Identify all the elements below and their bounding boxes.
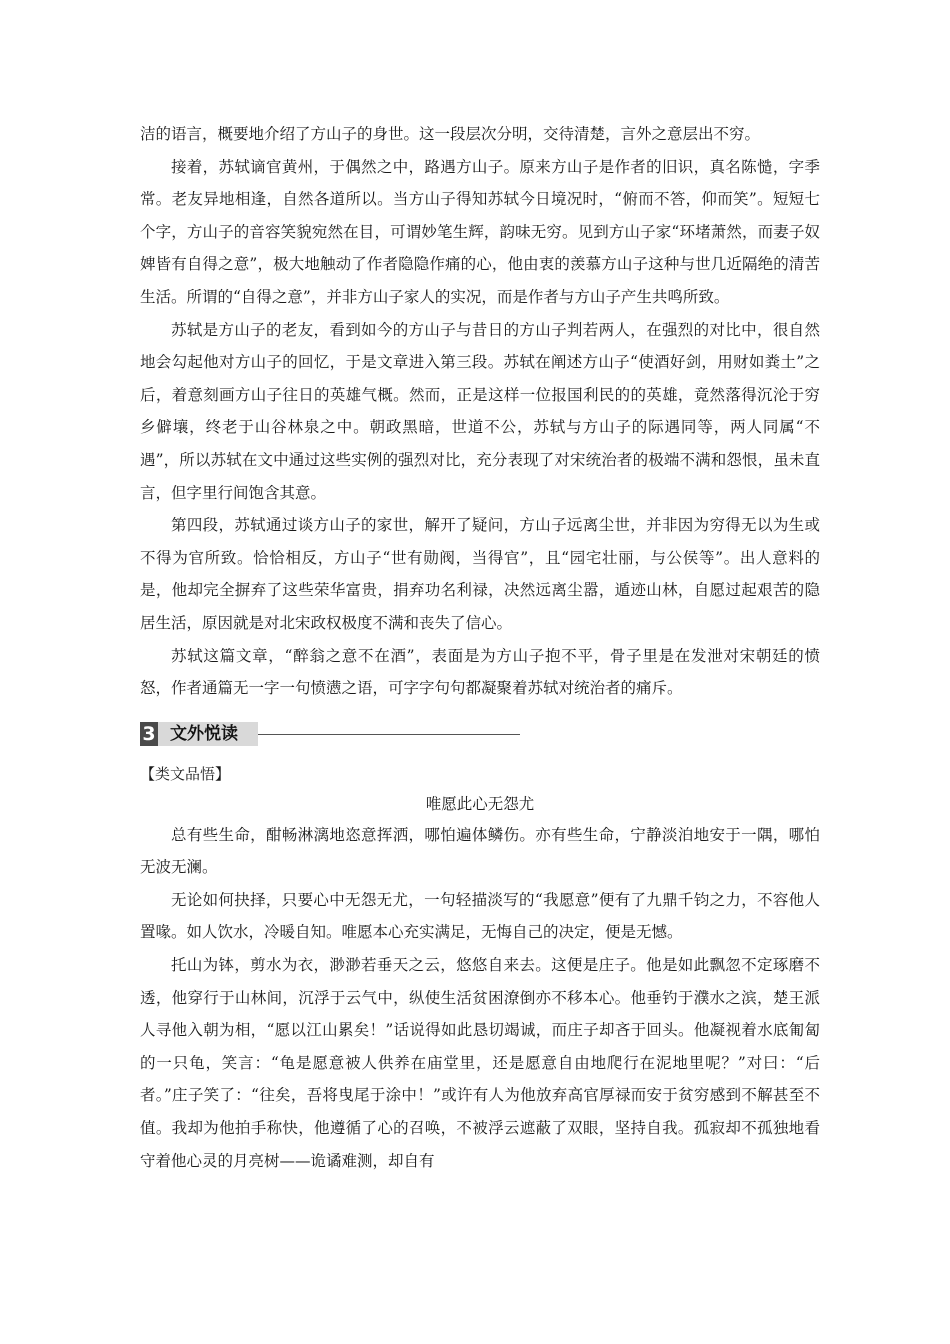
article-body [140,819,820,1178]
reading-label: 【类文品悟】 [140,764,231,783]
paragraph: 接着，苏轼谪官黄州，于偶然之中，路遇方山子。原来方山子是作者的旧识，真名陈慥，字季常。老友异地相逢，自然各道所以。当方山子得知苏轼今日境况时，“俯而不答，仰而笑”。短短七个字，方山子的音容笑貌宛然在目，可谓妙笔生辉，韵味无穷。见到方山子家“环堵萧然，而妻子奴婢皆有自得之意”，极大地触动了作者隐隐作痛的心，他由衷的羡慕方山子这种与世几近隔绝的清苦生活。所谓的“自得之意”，并非方山子家人的实况，而是作者与方山子产生共鸣所致。 [140,157,820,306]
paragraph: 托山为钵，剪水为衣，渺渺若垂天之云，悠悠自来去。这便是庄子。他是如此飘忽不定琢磨不透，他穿行于山林间，沉浮于云气中，纵使生活贫困潦倒亦不移本心。他垂钓于濮水之滨，楚王派人寻他入朝为相，“愿以江山累矣！”话说得如此恳切竭诚，而庄子却吝于回头。他凝视着水底匍匐的一只龟，笑言：“龟是愿意被人供养在庙堂里，还是愿意自由地爬行在泥地里呢？”对曰：“后者。”庄子笑了：“往矣，吾将曳尾于涂中！”或许有人为他放弃高官厚禄而安于贫穷感到不解甚至不值。我却为他拍手称快，他遵循了心的召唤，不被浮云遮蔽了双眼，坚持自我。孤寂却不孤独地看守着他心灵的月亮树——诡谲难测，却自有 [140,956,820,1170]
section-rule [258,734,520,735]
document-page [140,118,820,1177]
essay-commentary [140,118,820,705]
paragraph: 苏轼这篇文章，“醉翁之意不在酒”，表面是为方山子抱不平，骨子里是在发泄对宋朝廷的愤怒，作者通篇无一字一句愤懑之语，可字字句句都凝聚着苏轼对统治者的痛斥。 [140,646,820,698]
paragraph: 总有些生命，酣畅淋漓地恣意挥洒，哪怕遍体鳞伤。亦有些生命，宁静淡泊地安于一隅，哪怕无波无澜。 [140,825,820,877]
paragraph: 第四段，苏轼通过谈方山子的家世，解开了疑问，方山子远离尘世，并非因为穷得无以为生或不得为官所致。恰恰相反，方山子“世有勋阀，当得官”，且“园宅壮丽，与公侯等”。出人意料的是，他却完全摒弃了这些荣华富贵，捐弃功名利禄，决然远离尘嚣，遁迹山林，自愿过起艰苦的隐居生活，原因就是对北宋政权极度不满和丧失了信心。 [140,516,820,632]
article-title: 唯愿此心无怨尤 [425,794,535,813]
section-header [140,719,820,749]
paragraph: 苏轼是方山子的老友，看到如今的方山子与昔日的方山子判若两人，在强烈的对比中，很自然地会勾起他对方山子的回忆，于是文章进入第三段。苏轼在阐述方山子“使酒好剑，用财如粪土”之后，着意刻画方山子往日的英雄气概。然而，正是这样一位报国利民的的英雄，竟然落得沉沦于穷乡僻壤，终老于山谷林泉之中。朝政黑暗，世道不公，苏轼与方山子的际遇同等，两人同属“不遇”，所以苏轼在文中通过这些实例的强烈对比，充分表现了对宋统治者的极端不满和怨恨，虽未直言，但字里行间饱含其意。 [140,320,820,502]
section-number: 3 [140,722,158,746]
section-title: 文外悦读 [170,723,238,744]
paragraph: 洁的语言，概要地介绍了方山子的身世。这一段层次分明，交待清楚，言外之意层出不穷。 [140,125,761,143]
paragraph: 无论如何抉择，只要心中无怨无尤，一句轻描淡写的“我愿意”便有了九鼎千钧之力，不容他人置喙。如人饮水，冷暖自知。唯愿本心充实满足，无悔自己的决定，便是无憾。 [140,890,820,942]
